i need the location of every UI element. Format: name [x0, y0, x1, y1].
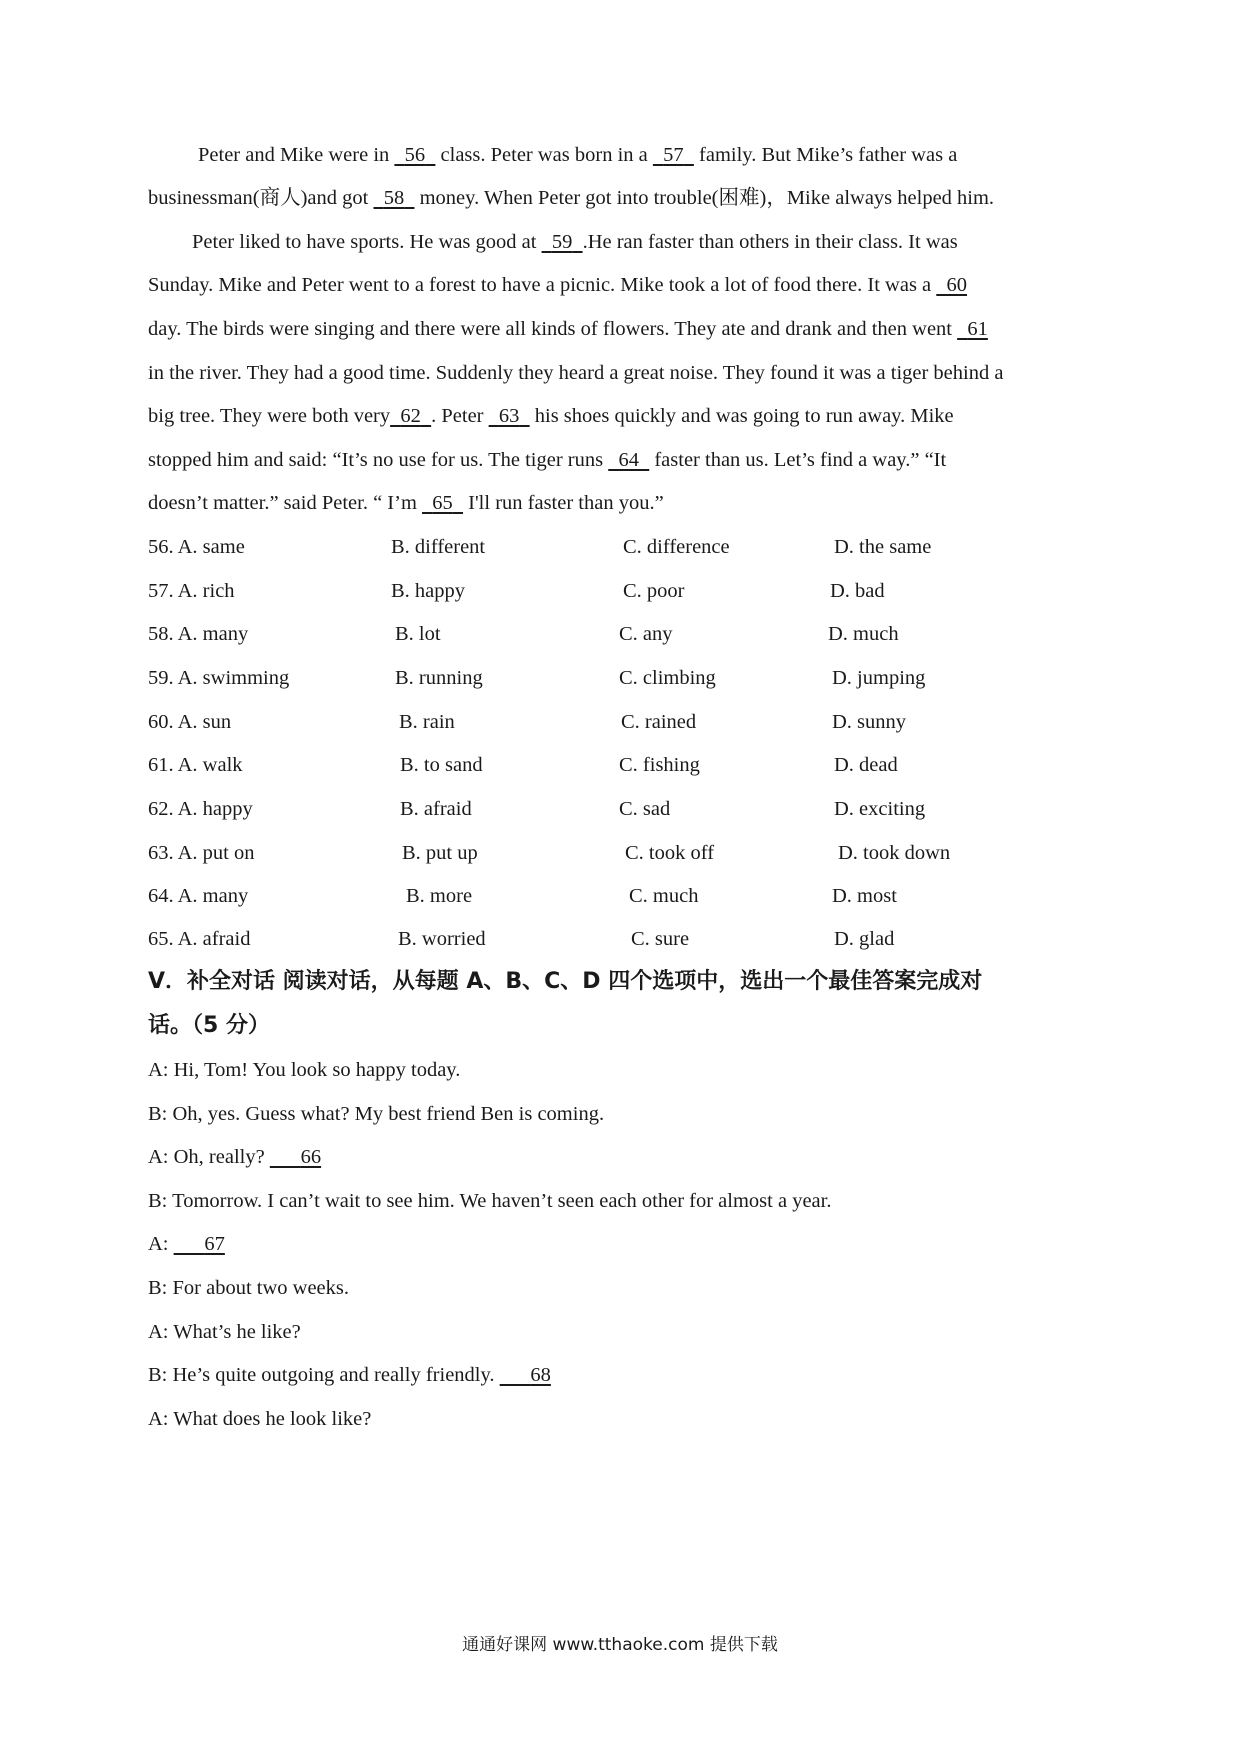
option-b[interactable]: B. running [395, 667, 483, 689]
blank-67[interactable]: 67 [204, 1233, 225, 1255]
passage-line-5 [148, 317, 1098, 341]
option-c[interactable]: C. difference [623, 536, 730, 558]
passage-text: big tree. They were both very [148, 405, 391, 427]
dialogue-line: A: What does he look like? [148, 1408, 372, 1430]
option-a[interactable]: 64. A. many [148, 885, 249, 907]
passage-line-3 [192, 230, 1142, 254]
blank-56[interactable]: 56 [404, 144, 426, 166]
option-c[interactable]: C. climbing [619, 667, 716, 689]
option-d[interactable]: D. jumping [832, 667, 926, 689]
option-d[interactable]: D. sunny [832, 711, 907, 733]
option-c[interactable]: C. any [619, 623, 673, 645]
passage-text: .He ran faster than others in their class. It was [582, 231, 958, 253]
dialogue-line: B: For about two weeks. [148, 1277, 349, 1299]
blank-59[interactable]: 59 [551, 231, 573, 253]
dialogue-line [148, 1363, 1098, 1387]
option-d[interactable]: D. much [828, 623, 899, 645]
footer-source: 通通好课网 www.tthaoke.com 提供下载 [462, 1635, 778, 1655]
blank-57[interactable]: 57 [663, 144, 684, 166]
passage-text: class. Peter was born in a [435, 144, 653, 166]
option-b[interactable]: B. different [391, 536, 486, 558]
passage-line-4 [148, 273, 1098, 297]
option-d[interactable]: D. took down [838, 842, 951, 864]
blank-61[interactable]: 61 [967, 318, 988, 340]
dialogue-text: A: Oh, really? [148, 1146, 270, 1168]
option-a[interactable]: 58. A. many [148, 623, 249, 645]
blank-65[interactable]: 65 [432, 492, 453, 514]
option-d[interactable]: D. glad [834, 928, 895, 950]
dialogue-line [148, 1145, 1098, 1169]
passage-text: Peter liked to have sports. He was good at [192, 231, 542, 253]
passage-line-9 [148, 491, 1098, 515]
option-b[interactable]: B. more [406, 885, 473, 907]
option-c[interactable]: C. took off [625, 842, 715, 864]
passage-text: day. The birds were singing and there were all kinds of flowers. They ate and drank and then went [148, 318, 958, 340]
option-d[interactable]: D. exciting [834, 798, 926, 820]
section-heading: V．补全对话 阅读对话，从每题 A、B、C、D 四个选项中，选出一个最佳答案完成对 [148, 969, 983, 994]
option-a[interactable]: 56. A. same [148, 536, 245, 558]
option-b[interactable]: B. afraid [400, 798, 472, 820]
option-a[interactable]: 65. A. afraid [148, 928, 251, 950]
dialogue-line: B: Tomorrow. I can’t wait to see him. We haven’t seen each other for almost a year. [148, 1190, 832, 1212]
blank-62[interactable]: 62 [400, 405, 421, 427]
option-b[interactable]: B. lot [395, 623, 441, 645]
option-b[interactable]: B. happy [391, 580, 466, 602]
passage-line-2 [148, 186, 1098, 210]
blank-64[interactable]: 64 [618, 449, 639, 471]
option-a[interactable]: 60. A. sun [148, 711, 232, 733]
option-b[interactable]: B. put up [402, 842, 478, 864]
dialogue-line: B: Oh, yes. Guess what? My best friend Ben is coming. [148, 1103, 605, 1125]
option-d[interactable]: D. most [832, 885, 897, 907]
passage-text: doesn’t matter.” said Peter. “ I’m [148, 492, 423, 514]
option-b[interactable]: B. rain [399, 711, 455, 733]
passage-text: Peter and Mike were in [198, 144, 395, 166]
option-c[interactable]: C. poor [623, 580, 685, 602]
option-d[interactable]: D. bad [830, 580, 885, 602]
option-a[interactable]: 62. A. happy [148, 798, 253, 820]
option-c[interactable]: C. much [629, 885, 699, 907]
passage-line-6 [148, 361, 1098, 385]
option-a[interactable]: 61. A. walk [148, 754, 243, 776]
dialogue-line: A: Hi, Tom! You look so happy today. [148, 1059, 461, 1081]
option-b[interactable]: B. to sand [400, 754, 483, 776]
section-heading-cont: 话。（5 分） [148, 1013, 270, 1038]
passage-line-1 [198, 143, 1148, 167]
blank-68[interactable]: 68 [530, 1364, 551, 1386]
option-c[interactable]: C. sad [619, 798, 671, 820]
passage-text: Sunday. Mike and Peter went to a forest to have a picnic. Mike took a lot of food there. It was a [148, 274, 937, 296]
dialogue-text: B: He’s quite outgoing and really friendly. [148, 1364, 500, 1386]
blank-58[interactable]: 58 [383, 187, 405, 209]
passage-text: I'll run faster than you.” [463, 492, 664, 514]
option-b[interactable]: B. worried [398, 928, 486, 950]
blank-66[interactable]: 66 [300, 1146, 322, 1168]
passage-text: money. When Peter got into trouble(困难)，Mike always helped him. [414, 187, 995, 209]
blank-60[interactable]: 60 [946, 274, 968, 296]
passage-text: his shoes quickly and was going to run away. Mike [529, 405, 954, 427]
passage-text: in the river. They had a good time. Suddenly they heard a great noise. They found it was a tiger behind a [148, 362, 1004, 384]
passage-text: . Peter [431, 405, 489, 427]
passage-line-7 [148, 404, 1098, 428]
dialogue-line: A: What’s he like? [148, 1321, 301, 1343]
option-a[interactable]: 59. A. swimming [148, 667, 290, 689]
option-c[interactable]: C. rained [621, 711, 697, 733]
passage-text: businessman(商人)and got [148, 187, 374, 209]
option-c[interactable]: C. sure [631, 928, 690, 950]
dialogue-line [148, 1232, 1098, 1256]
passage-text: faster than us. Let’s find a way.” “It [649, 449, 947, 471]
dialogue-text: A: [148, 1233, 174, 1255]
passage-text: stopped him and said: “It’s no use for us. The tiger runs [148, 449, 609, 471]
blank-63[interactable]: 63 [498, 405, 520, 427]
passage-line-8 [148, 448, 1098, 472]
option-a[interactable]: 57. A. rich [148, 580, 235, 602]
option-d[interactable]: D. dead [834, 754, 898, 776]
passage-text: family. But Mike’s father was a [693, 144, 958, 166]
option-a[interactable]: 63. A. put on [148, 842, 255, 864]
option-d[interactable]: D. the same [834, 536, 932, 558]
option-c[interactable]: C. fishing [619, 754, 700, 776]
